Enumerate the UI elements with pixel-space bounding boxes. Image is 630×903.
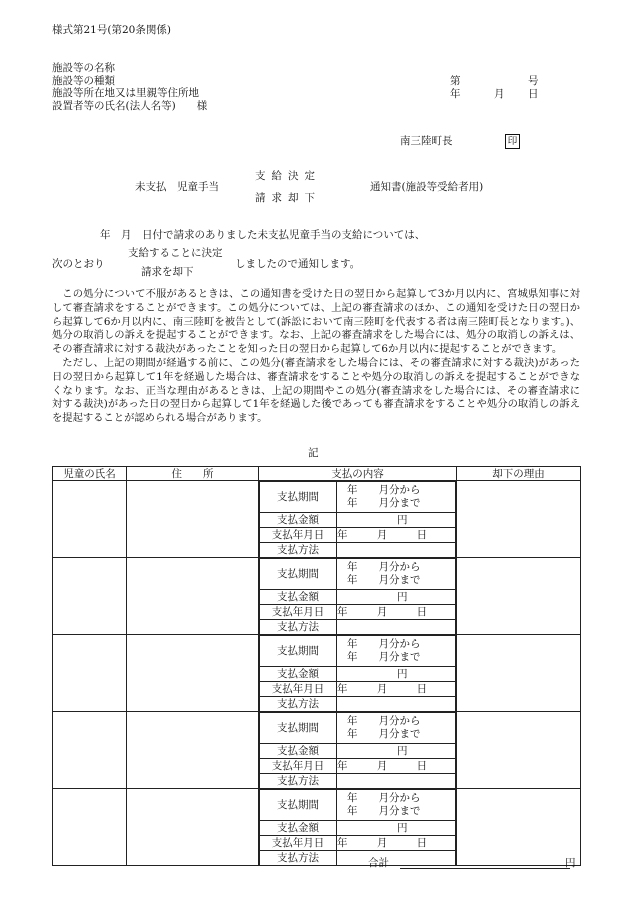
total-amount-line[interactable] [400,868,570,869]
label-amount: 支払金額 [260,590,337,605]
value-date[interactable]: 年 月 日 [337,528,456,543]
label-amount: 支払金額 [260,513,337,528]
child-name-cell[interactable] [53,712,127,789]
address-cell[interactable] [127,635,259,712]
title-option-decision: 支給決定 [255,170,321,182]
recipient-block [52,62,207,112]
header-reason: 却下の理由 [457,467,581,481]
label-date: 支払年月日 [260,682,337,697]
value-amount[interactable]: 円 [337,590,456,605]
content-cell [259,481,457,558]
label-period: 支払期間 [260,636,337,667]
label-date: 支払年月日 [260,759,337,774]
table-row [53,712,581,789]
content-subtable [259,558,456,634]
value-period[interactable]: 年 月分から 年 月分まで [337,790,456,821]
document-date: 年 月 日 [450,87,539,100]
value-method[interactable] [337,774,456,789]
document-number: 第 号 [450,75,539,87]
value-date[interactable]: 年 月 日 [337,605,456,620]
content-subtable [259,481,456,557]
recipient-address: 施設等所在地又は里親等住所地 [52,87,199,99]
content-cell [259,558,457,635]
value-date[interactable]: 年 月 日 [337,836,456,851]
reason-cell[interactable] [457,789,581,866]
reason-cell[interactable] [457,712,581,789]
table-row [53,558,581,635]
recipient-facility-name: 施設等の名称 [52,62,115,74]
label-period: 支払期間 [260,559,337,590]
title-option-rejection: 請求却下 [255,192,321,204]
content-cell [259,789,457,866]
intro-lead: 次のとおり [52,258,105,270]
form-number: 様式第21号(第20条関係) [52,24,171,36]
table-row [53,789,581,866]
appeal-notice [52,288,580,426]
table-row [53,635,581,712]
recipient-owner: 設置者等の氏名(法人名等) 様 [52,99,208,112]
total-yen: 円 [565,857,576,869]
document-number-block [450,75,540,100]
label-period: 支払期間 [260,790,337,821]
label-date: 支払年月日 [260,605,337,620]
reason-cell[interactable] [457,481,581,558]
address-cell[interactable] [127,712,259,789]
label-amount: 支払金額 [260,744,337,759]
child-name-cell[interactable] [53,635,127,712]
total-label: 合計 [368,857,389,869]
value-method[interactable] [337,851,456,866]
label-method: 支払方法 [260,697,337,712]
header-content: 支払の内容 [259,467,457,481]
label-date: 支払年月日 [260,528,337,543]
issuer-name: 南三陸町長 [400,135,453,147]
header-child-name: 児童の氏名 [53,467,127,481]
value-amount[interactable]: 円 [337,667,456,682]
label-method: 支払方法 [260,851,337,866]
title-right: 通知書(施設等受給者用) [370,181,484,193]
title-left: 未支払 児童手当 [135,181,219,193]
label-period: 支払期間 [260,482,337,513]
content-subtable [259,635,456,711]
value-method[interactable] [337,620,456,635]
label-amount: 支払金額 [260,821,337,836]
content-subtable [259,712,456,788]
label-method: 支払方法 [260,620,337,635]
table-header-row [53,467,581,481]
child-name-cell[interactable] [53,558,127,635]
label-date: 支払年月日 [260,836,337,851]
label-method: 支払方法 [260,774,337,789]
table-row [53,481,581,558]
value-date[interactable]: 年 月 日 [337,759,456,774]
value-amount[interactable]: 円 [337,744,456,759]
payment-table [52,466,581,866]
content-cell [259,712,457,789]
value-date[interactable]: 年 月 日 [337,682,456,697]
reason-cell[interactable] [457,635,581,712]
label-amount: 支払金額 [260,667,337,682]
content-subtable [259,789,456,865]
label-method: 支払方法 [260,543,337,558]
intro-option-rejection: 請求を却下 [141,266,194,278]
value-period[interactable]: 年 月分から 年 月分まで [337,559,456,590]
ki-heading: 記 [308,447,319,459]
content-cell [259,635,457,712]
appeal-paragraph-2: ただし、上記の期間が経過する前に、この処分(審査請求をした場合には、その審査請求に対する裁決)があった日の翌日から起算して1年を経過した場合は、審査請求をすることや処分の取消しの訴えを提起することができなくなります。なお、正当な理由があるときは、上記の期間やこの処分(審査請求をした場合には、その審査請求に対する裁決)があった日の翌日から起算して1年を経過した後であっても審査請求をすることや処分の取消しの訴えを提起することが認められる場合があります。 [52,356,580,425]
value-method[interactable] [337,697,456,712]
intro-option-decision: 支給することに決定 [128,247,223,259]
value-period[interactable]: 年 月分から 年 月分まで [337,482,456,513]
intro-tail: しましたので通知します。 [235,258,361,270]
header-address: 住 所 [127,467,259,481]
address-cell[interactable] [127,481,259,558]
value-method[interactable] [337,543,456,558]
seal-box: 印 [505,134,520,149]
value-period[interactable]: 年 月分から 年 月分まで [337,713,456,744]
value-amount[interactable]: 円 [337,821,456,836]
recipient-facility-type: 施設等の種類 [52,74,115,87]
child-name-cell[interactable] [53,789,127,866]
appeal-paragraph-1: この処分について不服があるときは、この通知書を受けた日の翌日から起算して3か月以内に、宮城県知事に対して審査請求をすることができます。この処分については、上記の審査請求のほか、この通知を受けた日の翌日から起算して6か月以内に、南三陸町を被告として(訴訟において南三陸町を代表する者は南三陸町長となります。)、処分の取消しの訴えを提起することができます。なお、上記の審査請求をした場合には、処分の取消しの訴えは、その審査請求に対する裁決があったことを知った日の翌日から起算して6か月以内に提起することができます。 [52,288,580,356]
label-period: 支払期間 [260,713,337,744]
value-period[interactable]: 年 月分から 年 月分まで [337,636,456,667]
reason-cell[interactable] [457,558,581,635]
address-cell[interactable] [127,789,259,866]
address-cell[interactable] [127,558,259,635]
intro-line: 年 月 日付で請求のありました未支払児童手当の支給については、 [100,229,426,241]
value-amount[interactable]: 円 [337,513,456,528]
child-name-cell[interactable] [53,481,127,558]
